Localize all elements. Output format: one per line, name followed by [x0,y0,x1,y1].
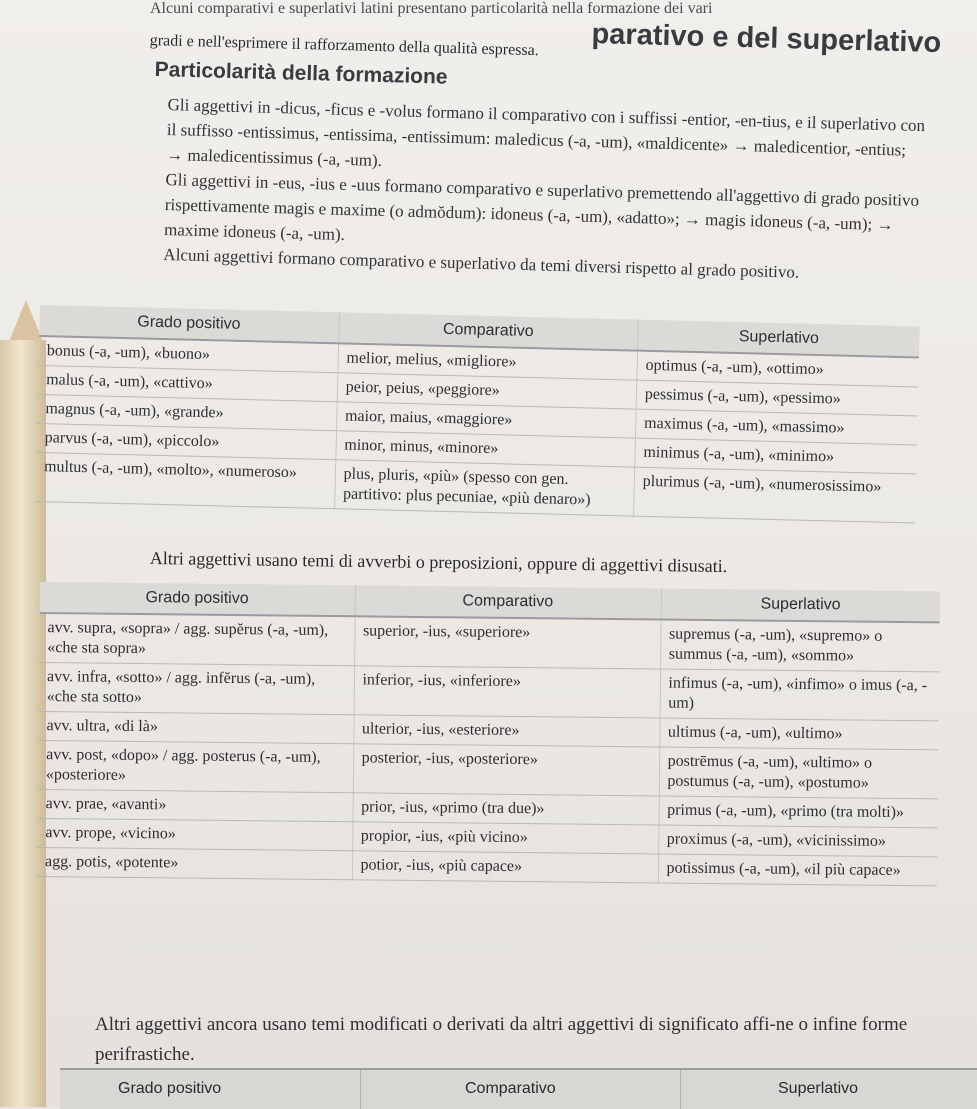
cell-superlativo: infimus (-a, -um), «infimo» o imus (-a, -um) [660,669,939,721]
cell-positivo: avv. infra, «sotto» / agg. infĕrus (-a, -um), «che sta sotto» [39,662,354,714]
paragraph-1: Gli aggettivi in -dicus, -ficus e -volus formano il comparativo con i suffissi -entior, -en-tius, e il superlativo con il suffisso -entissimus, -entissima, -entissimum: maledicus (-a, -um), «maldicente» → maledicentior, -entius; → maledicentissimus (-a, -um). [165,94,926,170]
cell-superlativo: optimus (-a, -um), «ottimo» [637,351,919,387]
cell-positivo: multus (-a, -um), «molto», «numeroso» [35,452,335,508]
cell-superlativo: potissimus (-a, -um), «il più capace» [658,854,937,886]
adverb-derived-adjectives-table [37,582,940,886]
cell-positivo: avv. prae, «avanti» [38,789,353,821]
cell-superlativo: maximus (-a, -um), «massimo» [635,409,917,445]
cell-superlativo: postrēmus (-a, -um), «ultimo» o postumus (-a, -um), «postumo» [659,747,938,799]
col-header-comparativo: Comparativo [465,1080,556,1097]
column-divider [360,1070,361,1109]
table2-intro: Altri aggettivi usano temi di avverbi o preposizioni, oppure di aggettivi disusati. [149,548,728,577]
paragraph-3: Alcuni aggettivi formano comparativo e superlativo da temi diversi rispetto al grado positivo. [163,244,800,282]
cell-comparativo: propior, -ius, «più vicino» [352,822,658,854]
cell-comparativo: posterior, -ius, «posteriore» [353,744,659,796]
cell-comparativo: inferior, -ius, «inferiore» [354,666,660,718]
section-title: Particolarità della formazione [154,58,448,89]
cell-positivo: bonus (-a, -um), «buono» [39,336,339,373]
col-header-superlativo: Superlativo [637,320,919,358]
col-header-positivo: Grado positivo [39,305,339,343]
cell-positivo: magnus (-a, -um), «grande» [37,394,337,430]
cell-superlativo: ultimus (-a, -um), «ultimo» [659,718,938,750]
cell-comparativo: minor, minus, «minore» [335,431,635,467]
cell-superlativo: minimus (-a, -um), «minimo» [635,438,917,474]
cell-comparativo: prior, -ius, «primo (tra due)» [353,793,659,825]
cell-comparativo: maior, maius, «maggiore» [336,402,636,438]
table3-header-row [60,1068,977,1109]
cell-comparativo: melior, melius, «migliore» [338,343,638,380]
page-title: parativo e del superlativo [591,18,942,60]
cell-positivo: parvus (-a, -um), «piccolo» [36,423,336,459]
final-paragraph: Altri aggettivi ancora usano temi modificati o derivati da altri aggettivi di significato affi-ne o infine forme perifrastiche. [95,1014,908,1065]
cell-comparativo: potior, -ius, «più capace» [352,851,658,883]
cell-positivo: avv. ultra, «di là» [38,711,353,743]
cell-comparativo: peior, peius, «peggiore» [337,373,637,409]
cell-comparativo: ulterior, -ius, «esteriore» [353,715,659,747]
irregular-adjectives-table [35,305,920,523]
paragraph-2: Gli aggettivi in -eus, -ius e -uus formano comparativo e superlativo premettendo all'aggettivo di grado positivo rispettivamente magis e maxime (o admŏdum): idoneus (-a, -um), «adatto»; → magis idoneus (-a, -um); → maxime idoneus (-a, -um). [163,169,920,244]
cell-comparativo: plus, pluris, «più» (spesso con gen. partitivo: plus pecuniae, «più denaro») [334,460,634,516]
intro-text: gradi e nell'esprimere il rafforzamento della qualità espressa. [149,32,539,60]
cell-superlativo: supremus (-a, -um), «supremo» o summus (-a, -um), «sommo» [660,620,940,672]
col-header-superlativo: Superlativo [661,589,940,623]
col-header-positivo: Grado positivo [40,582,355,616]
top-fragment-text: Alcuni comparativi e superlativi latini presentano particolarità nella formazione dei vari [150,0,713,17]
cell-positivo: agg. potis, «potente» [37,847,352,879]
cell-positivo: avv. supra, «sopra» / agg. supĕrus (-a, -um), «che sta sopra» [39,613,355,666]
cell-superlativo: plurimus (-a, -um), «numerosissimo» [633,467,916,523]
cell-comparativo: superior, -ius, «superiore» [354,616,661,669]
col-header-comparativo: Comparativo [338,312,638,350]
col-header-comparativo: Comparativo [355,585,661,619]
paragraphs-block [163,92,928,288]
column-divider [680,1070,681,1109]
cell-superlativo: proximus (-a, -um), «vicinissimo» [658,825,937,857]
cell-superlativo: pessimus (-a, -um), «pessimo» [636,380,918,416]
cell-positivo: avv. prope, «vicino» [37,818,352,850]
col-header-superlativo: Superlativo [778,1080,859,1097]
col-header-positivo: Grado positivo [118,1080,222,1097]
cell-positivo: avv. post, «dopo» / agg. posterus (-a, -um), «posteriore» [38,740,353,792]
cell-superlativo: primus (-a, -um), «primo (tra molti)» [658,796,937,828]
cell-positivo: malus (-a, -um), «cattivo» [38,365,338,401]
